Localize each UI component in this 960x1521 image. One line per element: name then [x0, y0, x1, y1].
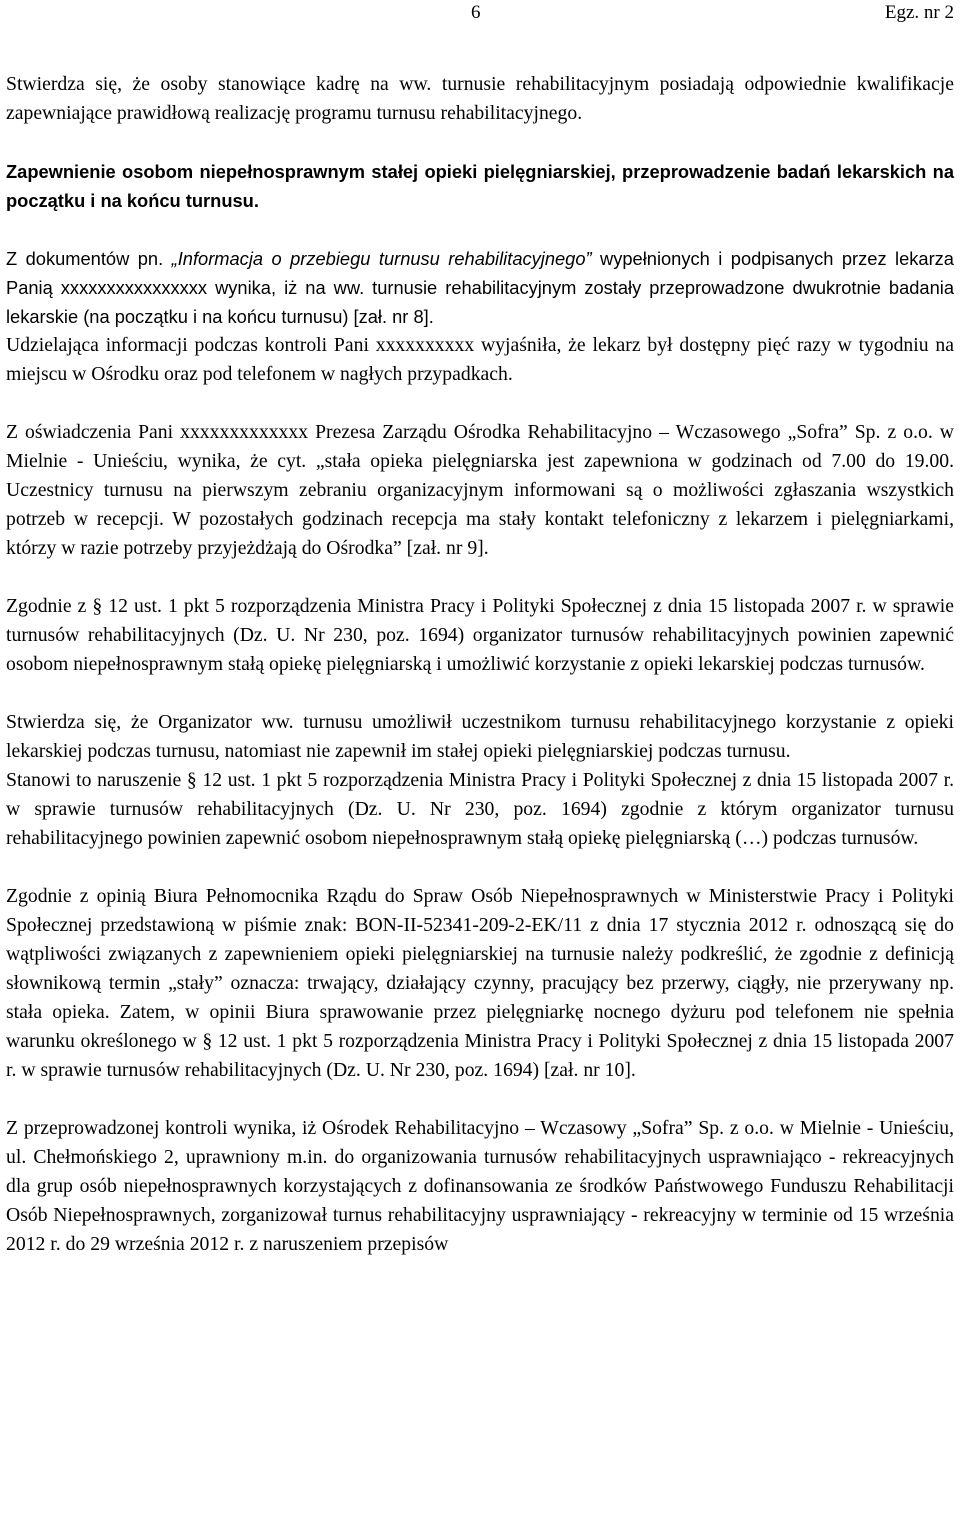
paragraph-doctor-availability: Udzielająca informacji podczas kontroli Pani xxxxxxxxxx wyjaśniła, że lekarz był dostępny pięć razy w tygodniu na miejscu w Ośrodku oraz pod telefonem w nagłych przypadkach.: [6, 334, 954, 385]
paragraph-text: Z dokumentów pn.: [6, 248, 172, 269]
paragraph-regulation: Zgodnie z § 12 ust. 1 pkt 5 rozporządzenia Ministra Pracy i Polityki Społecznej z dnia 15 listopada 2007 r. w sprawie turnusów rehabilitacyjnych (Dz. U. Nr 230, poz. 1694) organizator turnusów rehabilitacyjnych powinien zapewnić osobom niepełnosprawnym stałą opiekę pielęgniarską i umożliwić korzystanie z opieki lekarskiej podczas turnusów.: [6, 595, 954, 675]
page-number: 6: [471, 2, 481, 23]
document-title: „Informacja o przebiegu turnusu rehabilitacyjnego”: [171, 248, 592, 269]
paragraph-finding: Stwierdza się, że Organizator ww. turnusu umożliwił uczestnikom turnusu rehabilitacyjnego korzystanie z opieki lekarskiej podczas turnusu, natomiast nie zapewnił im stałej opieki pielęgniarskiej podczas turnusu.: [6, 711, 954, 762]
paragraph-conclusion: Z przeprowadzonej kontroli wynika, iż Ośrodek Rehabilitacyjno – Wczasowy „Sofra” Sp. z o.o. w Mielnie - Unieściu, ul. Chełmońskiego 2, uprawniony m.in. do organizowania turnusów rehabilitacyjnych usprawniająco - rekreacyjnych dla grup osób niepełnosprawnych korzystających z dofinansowania ze środków Państwowego Funduszu Rehabilitacji Osób Niepełnosprawnych, zorganizował turnus rehabilitacyjny usprawniający - rekreacyjny w terminie od 15 września 2012 r. do 29 września 2012 r. z naruszeniem przepisów: [6, 1117, 954, 1255]
paragraph-medical-documents: [6, 244, 954, 331]
section-heading-nursing-care: Zapewnienie osobom niepełnosprawnym stałej opieki pielęgniarskiej, przeprowadzenie badań lekarskich na początku i na końcu turnusu.: [6, 161, 954, 211]
paragraph-text: wypełnionych i podpisanych przez lekarza Panią xxxxxxxxxxxxxxxx wynika, iż na ww. turnusie rehabilitacyjnym zostały przeprowadzone dwukrotnie badania lekarskie (na początku i na końcu turnusu) [zał. nr 8].: [6, 248, 954, 327]
page-header: [0, 2, 960, 28]
copy-number-label: Egz. nr 2: [884, 2, 954, 23]
paragraph-staff-qualifications: Stwierdza się, że osoby stanowiące kadrę na ww. turnusie rehabilitacyjnym posiadają odpowiednie kwalifikacje zapewniające prawidłową realizację programu turnusu rehabilitacyjnego.: [6, 73, 954, 124]
paragraph-bureau-opinion: Zgodnie z opinią Biura Pełnomocnika Rządu do Spraw Osób Niepełnosprawnych w Ministerstwie Pracy i Polityki Społecznej przedstawioną w piśmie znak: BON-II-52341-209-2-EK/11 z dnia 17 stycznia 2012 r. odnoszącą się do wątpliwości związanych z zapewnieniem opieki pielęgniarskiej na turnusie należy podkreślić, że zgodnie z definicją słownikową termin „stały” oznacza: trwający, działający czynny, pracujący bez przerwy, ciągły, nie przerywany np. stała opieka. Zatem, w opinii Biura sprawowanie przez pielęgniarkę nocnego dyżuru pod telefonem nie spełnia warunku określonego w § 12 ust. 1 pkt 5 rozporządzenia Ministra Pracy i Polityki Społecznej z dnia 15 listopada 2007 r. w sprawie turnusów rehabilitacyjnych (Dz. U. Nr 230, poz. 1694) [zał. nr 10].: [6, 885, 954, 1081]
paragraph-violation: Stanowi to naruszenie § 12 ust. 1 pkt 5 rozporządzenia Ministra Pracy i Polityki Społecznej z dnia 15 listopada 2007 r. w sprawie turnusów rehabilitacyjnych (Dz. U. Nr 230, poz. 1694) zgodnie z którym organizator turnusu rehabilitacyjnego powinien zapewnić osobom niepełnosprawnym stałą opiekę pielęgniarską (…) podczas turnusów.: [6, 769, 954, 849]
document-body: [6, 70, 954, 1259]
paragraph-board-statement: Z oświadczenia Pani xxxxxxxxxxxxx Prezesa Zarządu Ośrodka Rehabilitacyjno – Wczasowego „Sofra” Sp. z o.o. w Mielnie - Unieściu, wynika, że cyt. „stała opieka pielęgniarska jest zapewniona w godzinach od 7.00 do 19.00. Uczestnicy turnusu na pierwszym zebraniu organizacyjnym informowani są o możliwości zgłaszania wszystkich potrzeb w recepcji. W pozostałych godzinach recepcja ma stały kontakt telefoniczny z lekarzem i pielęgniarkami, którzy w razie potrzeby przyjeżdżają do Ośrodka” [zał. nr 9].: [6, 421, 954, 559]
